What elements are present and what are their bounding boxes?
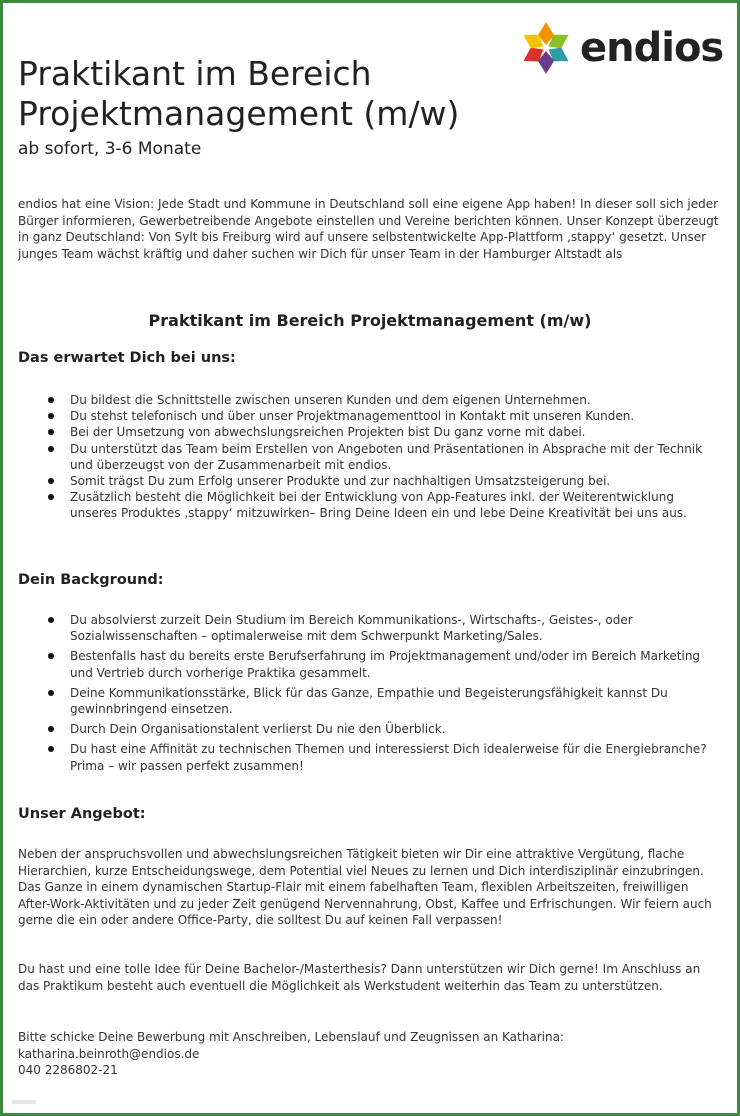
- contact-text: Bitte schicke Deine Bewerbung mit Anschreiben, Lebenslauf und Zeugnissen an Katharina:: [18, 1030, 564, 1044]
- bullet-icon: [48, 494, 54, 500]
- expectations-list: [18, 392, 722, 522]
- bullet-icon: [48, 446, 54, 452]
- background-list: [18, 612, 722, 774]
- list-item: Somit trägst Du zum Erfolg unserer Produkte und zur nachhaltigen Umsatzsteigerung bei.: [18, 473, 722, 489]
- bullet-icon: [48, 413, 54, 419]
- list-item: Durch Dein Organisationstalent verlierst Du nie den Überblick.: [18, 721, 722, 737]
- bullet-icon: [48, 653, 54, 659]
- list-item: Du bildest die Schnittstelle zwischen unseren Kunden und dem eigenen Unternehmen.: [18, 392, 722, 408]
- offer-paragraph-2: Du hast und eine tolle Idee für Deine Bachelor-/Masterthesis? Dann unterstützen wir Dich gerne! Im Anschluss an das Praktikum besteht auch eventuell die Möglichkeit als Werkstudent weiterhin das Team zu unterstützen.: [18, 962, 701, 993]
- list-item: Du hast eine Affinität zu technischen Themen und interessierst Dich idealerweise für die Energiebranche? Prima – wir passen perfekt zusammen!: [18, 741, 722, 773]
- footer-mark: [12, 1100, 36, 1104]
- bullet-icon: [48, 746, 54, 752]
- list-item: Bestenfalls hast du bereits erste Berufserfahrung im Projektmanagement und/oder im Bereich Marketing und Vertrieb durch vorherige Praktika gesammelt.: [18, 648, 722, 680]
- flower-logo-icon: [518, 20, 574, 76]
- list-item: Bei der Umsetzung von abwechslungsreichen Projekten bist Du ganz vorne mit dabei.: [18, 424, 722, 440]
- intro-paragraph: endios hat eine Vision: Jede Stadt und Kommune in Deutschland soll eine eigene App haben! In dieser soll sich jeder Bürger informieren, Gewerbetreibende Angebote einstellen und Vereine berichten können. Unser Konzept überzeugt in ganz Deutschland: Von Sylt bis Freiburg wird auf unsere selbstentwickelte App-Plattform ‚stappy‘ gesetzt. Unser junges Team wächst kräftig und daher suchen wir Dich für unser Team in der Hamburger Altstadt als: [18, 197, 719, 261]
- brand-name: endios: [580, 25, 724, 71]
- bullet-icon: [48, 617, 54, 623]
- bullet-icon: [48, 726, 54, 732]
- contact-phone[interactable]: 040 2286802-21: [18, 1063, 118, 1078]
- contact-email[interactable]: katharina.beinroth@endios.de: [18, 1046, 200, 1061]
- list-item: Du unterstützt das Team beim Erstellen von Angeboten und Präsentationen in Absprache mit der Technik und überzeugst von der Zusammenarbeit mit endios.: [18, 441, 722, 473]
- background-title: Dein Background:: [18, 572, 164, 588]
- bullet-icon: [48, 478, 54, 484]
- bullet-icon: [48, 690, 54, 696]
- list-item: Du stehst telefonisch und über unser Projektmanagementtool in Kontakt mit unseren Kunden.: [18, 408, 722, 424]
- page-title: Praktikant im Bereich Projektmanagement (m/w): [18, 54, 460, 133]
- list-item: Deine Kommunikationsstärke, Blick für das Ganze, Empathie und Begeisterungsfähigkeit kannst Du gewinnbringend einsetzen.: [18, 685, 722, 717]
- bullet-icon: [48, 429, 54, 435]
- bullet-icon: [48, 397, 54, 403]
- offer-title: Unser Angebot:: [18, 806, 146, 822]
- list-item: Zusätzlich besteht die Möglichkeit bei der Entwicklung von App-Features inkl. der Weiterentwicklung unseres Produktes ‚stappy‘ mitzuwirken– Bring Deine Ideen ein und lebe Deine Kreativität bei uns aus.: [18, 489, 722, 521]
- list-item: Du absolvierst zurzeit Dein Studium im Bereich Kommunikations-, Wirtschafts-, Geistes-, oder Sozialwissenschaften – optimalerweise mit dem Schwerpunkt Marketing/Sales.: [18, 612, 722, 644]
- endios-logo[interactable]: [518, 20, 724, 76]
- position-heading: Praktikant im Bereich Projektmanagement (m/w): [148, 311, 592, 330]
- page-subtitle: ab sofort, 3-6 Monate: [18, 139, 202, 159]
- expectations-title: Das erwartet Dich bei uns:: [18, 350, 236, 366]
- contact-block: [18, 1029, 722, 1079]
- offer-paragraph-1: Neben der anspruchsvollen und abwechslungsreichen Tätigkeit bieten wir Dir eine attraktive Vergütung, flache Hierarchien, kurze Entscheidungswege, dem Potential viel Neues zu lernen und Dich interdisziplinär einzubringen. Das Ganze in einem dynamischen Startup-Flair mit einem fabelhaften Team, flexiblen Arbeitszeiten, freiwilligen After-Work-Aktivitäten und zu jeder Zeit genügend Nervennahrung, Obst, Kaffee und Erfrischungen. Wir feiern auch gerne die ein oder andere Office-Party, die solltest Du auf keinen Fall verpassen!: [18, 847, 712, 928]
